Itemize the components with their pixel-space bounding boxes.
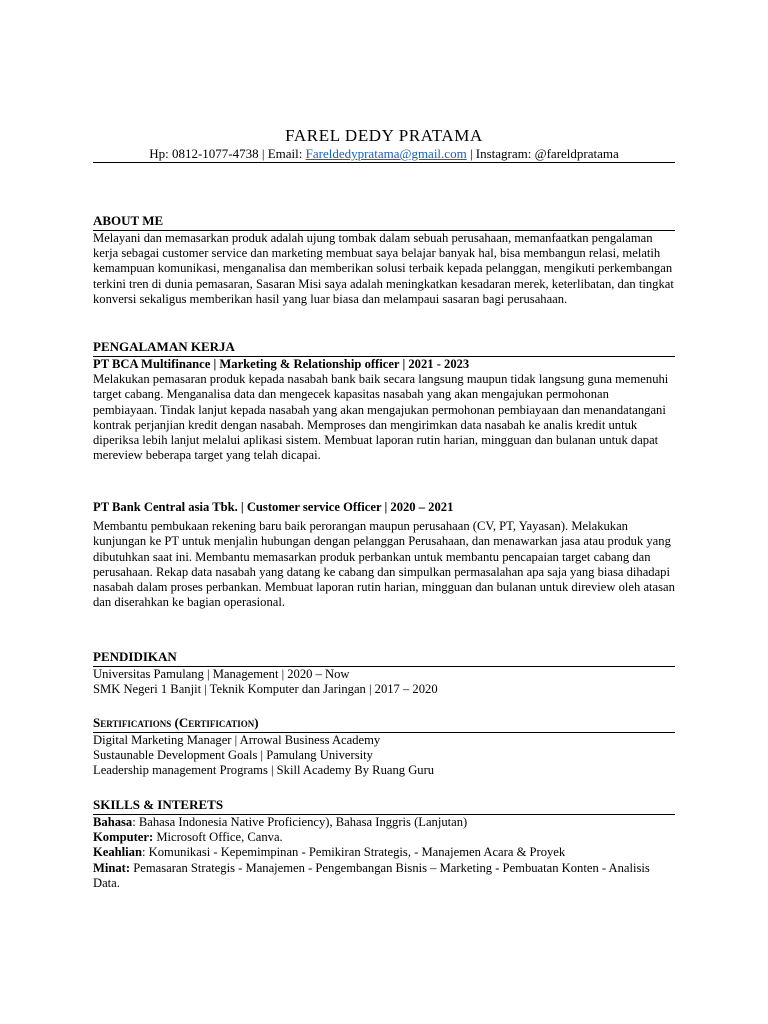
email-link[interactable]: Fareldedypratama@gmail.com xyxy=(305,146,467,161)
job-title: PT Bank Central asia Tbk. | Customer service Officer | 2020 – 2021 xyxy=(93,500,454,514)
skill-row xyxy=(93,830,675,845)
job-description: Membantu pembukaan rekening baru baik perorangan maupun perusahaan (CV, PT, Yayasan). Melakukan kunjungan ke PT untuk menjalin hubungan dengan pelanggan Perusahaan, dan menawarkan jasa atau produk yang dibutuhkan saat ini. Membantu memasarkan produk perbankan untuk membantu pencapaian target cabang dan perusahaan. Rekap data nasabah yang datang ke cabang dan simpulkan permasalahan apa saja yang biasa dihadapi nasabah dalam proses perbankan. Membuat laporan rutin harian, mingguan dan bulanan untuk direview oleh atasan dan diserahkan ke bagian operasional. xyxy=(93,519,675,610)
experience-title: PENGALAMAN KERJA xyxy=(93,339,235,354)
instagram-text: | Instagram: @fareldpratama xyxy=(466,146,619,161)
skill-label: Bahasa xyxy=(93,815,133,829)
skill-sep: : xyxy=(132,815,139,829)
skill-row xyxy=(93,845,675,860)
skill-value: Microsoft Office, Canva. xyxy=(156,830,283,845)
candidate-name: FAREL DEDY PRATAMA xyxy=(285,126,483,145)
certifications-title: Sertifications (Certification) xyxy=(93,715,259,730)
certifications-section xyxy=(93,715,675,779)
education-item: Universitas Pamulang | Management | 2020 – Now xyxy=(93,667,350,681)
education-item: SMK Negeri 1 Banjit | Teknik Komputer dan Jaringan | 2017 – 2020 xyxy=(93,682,438,697)
resume-header xyxy=(93,126,675,162)
education-section xyxy=(93,649,675,697)
skill-label: Keahlian xyxy=(93,845,142,860)
skills-section xyxy=(93,797,675,891)
skills-title: SKILLS & INTERETS xyxy=(93,797,224,812)
contact-line xyxy=(93,146,675,162)
about-section xyxy=(93,213,675,307)
about-title: ABOUT ME xyxy=(93,213,164,228)
about-text: Melayani dan memasarkan produk adalah ujung tombak dalam sebuah perusahaan, memanfaatkan pengalaman kerja sebagai customer service dan marketing membuat saya belajar banyak hal, bisa membangun relasi, melatih kemampuan komunikasi, menganalisa dan memberikan solusi terbaik kepada pelanggan, mengikuti perkembangan terkini tren di dunia pemasaran, Sasaran Misi saya adalah meningkatkan kesadaran merek, keterlibatan, dan tingkat konversi sekaligus memberikan hasil yang luar biasa dan melampaui sasaran bagi perusahaan. xyxy=(93,231,674,306)
certification-item: Sustaunable Development Goals | Pamulang University xyxy=(93,748,373,763)
skill-row xyxy=(93,861,675,891)
experience-job-2 xyxy=(93,500,675,610)
phone-text: Hp: 0812-1077-4738 | Email: xyxy=(149,146,306,161)
skill-label: Komputer: xyxy=(93,830,154,845)
education-title: PENDIDIKAN xyxy=(93,649,177,664)
header-divider xyxy=(93,162,675,163)
skill-value: Pemasaran Strategis - Manajemen - Pengembangan Bisnis – Marketing - Pembuatan Konten - Analisis Data. xyxy=(93,860,650,890)
certification-item: Digital Marketing Manager | Arrowal Business Academy xyxy=(93,733,381,747)
skill-row xyxy=(93,815,675,830)
job-title: PT BCA Multifinance | Marketing & Relationship officer | 2021 - 2023 xyxy=(93,357,470,371)
skill-value: Komunikasi - Kepemimpinan - Pemikiran Strategis, - Manajemen Acara & Proyek xyxy=(148,845,566,860)
certification-item: Leadership management Programs | Skill Academy By Ruang Guru xyxy=(93,763,435,778)
experience-section xyxy=(93,339,675,463)
job-description: Melakukan pemasaran produk kepada nasabah bank baik secara langsung maupun tidak langsung guna memenuhi target cabang. Menganalisa data dan mengecek kapasitas nasabah yang akan mengajukan permohonan pembiayaan. Tindak lanjut kepada nasabah yang akan mengajukan permohonan pembiayaan dan menandatangani kontrak perjanjian kredit dengan nasabah. Memproses dan mengirimkan data nasabah ke analis kredit untuk diperiksa lebih lanjut melalui aplikasi sistem. Membuat laporan rutin harian, mingguan dan bulanan untuk dapat mereview beberapa target yang telah dicapai. xyxy=(93,372,669,463)
skill-sep: : xyxy=(142,845,149,860)
skill-label: Minat: xyxy=(93,860,131,875)
skill-value: Bahasa Indonesia Native Proficiency), Bahasa Inggris (Lanjutan) xyxy=(138,815,468,829)
